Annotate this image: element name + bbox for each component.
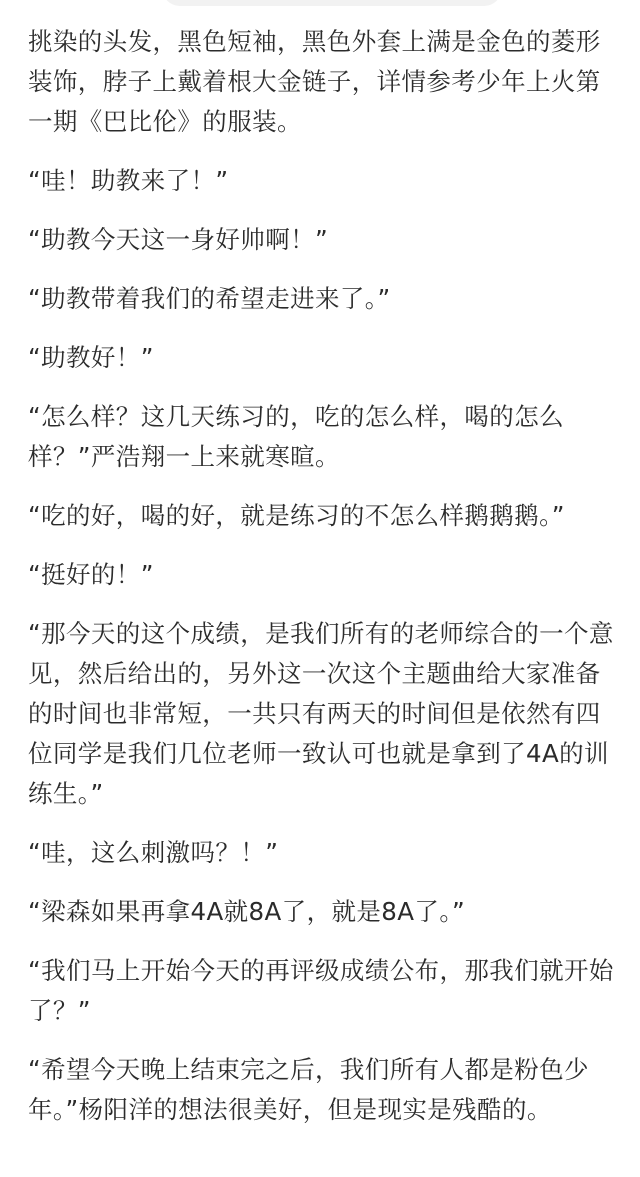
paragraph-9: “那今天的这个成绩，是我们所有的老师综合的一个意见，然后给出的，另外这一次这个主题曲给大家准备的时间也非常短，一共只有两天的时间但是依然有四位同学是我们几位老师一致认可也就是拿到了4A的训练生。” <box>28 619 614 808</box>
paragraph-7: “吃的好，喝的好，就是练习的不怎么样鹅鹅鹅。” <box>28 501 565 530</box>
paragraph-13: “希望今天晚上结束完之后，我们所有人都是粉色少年。”杨阳洋的想法很美好，但是现实是残酷的。 <box>28 1055 589 1124</box>
paragraph-5: “助教好！” <box>28 343 154 372</box>
paragraph-11: “梁森如果再拿4A就8A了，就是8A了。” <box>28 897 466 926</box>
paragraph-8: “挺好的！” <box>28 560 154 589</box>
paragraph-10: “哇，这么刺激吗？！” <box>28 838 279 867</box>
top-search-bar <box>162 0 502 6</box>
paragraph-1: 挑染的头发，黑色短袖，黑色外套上满是金色的菱形装饰，脖子上戴着根大金链子，详情参考少年上火第一期《巴比伦》的服装。 <box>28 27 601 136</box>
article-body <box>28 22 614 1149</box>
paragraph-3: “助教今天这一身好帅啊！” <box>28 225 329 254</box>
paragraph-6: “怎么样？这几天练习的，吃的怎么样，喝的怎么样？”严浩翔一上来就寒暄。 <box>28 402 564 471</box>
paragraph-12: “我们马上开始今天的再评级成绩公布，那我们就开始了？” <box>28 956 614 1025</box>
paragraph-2: “哇！助教来了！” <box>28 166 229 195</box>
paragraph-4: “助教带着我们的希望走进来了。” <box>28 284 391 313</box>
